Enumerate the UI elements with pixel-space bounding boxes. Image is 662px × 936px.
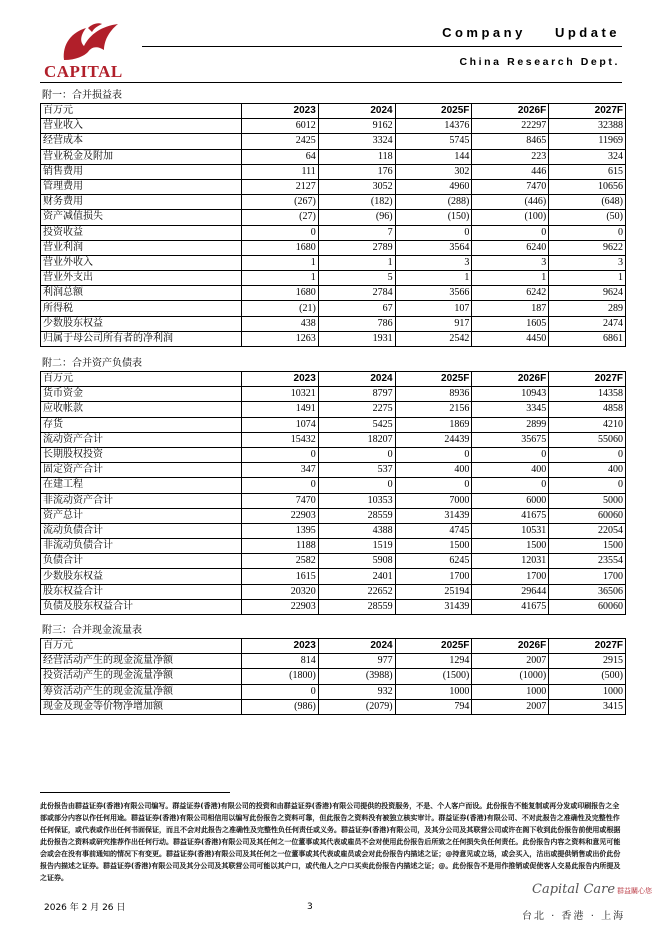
value-cell: 1	[242, 271, 319, 286]
value-cell: 1700	[395, 569, 472, 584]
logo-text: CAPITAL	[44, 62, 123, 81]
row-label: 投资活动产生的现金流量净额	[41, 669, 242, 684]
row-label: 营业利润	[41, 240, 242, 255]
row-label: 货币资金	[41, 387, 242, 402]
row-label: 非流动负债合计	[41, 539, 242, 554]
value-cell: 14358	[549, 387, 626, 402]
row-label: 营业税金及附加	[41, 149, 242, 164]
value-cell: 107	[395, 301, 472, 316]
value-cell: 2915	[549, 654, 626, 669]
value-cell: 41675	[472, 508, 549, 523]
value-cell: 0	[549, 225, 626, 240]
value-cell: 4388	[318, 523, 395, 538]
value-cell: 9624	[549, 286, 626, 301]
value-cell: 1500	[472, 539, 549, 554]
value-cell: 11969	[549, 134, 626, 149]
value-cell: 12031	[472, 554, 549, 569]
value-cell: 67	[318, 301, 395, 316]
report-date: 2026 年 2 月 26 日	[44, 903, 126, 913]
year-header: 2025F	[395, 372, 472, 387]
value-cell: (267)	[242, 195, 319, 210]
row-label: 经营活动产生的现金流量净额	[41, 654, 242, 669]
value-cell: (500)	[549, 669, 626, 684]
value-cell: 2425	[242, 134, 319, 149]
value-cell: 1491	[242, 402, 319, 417]
table-header-row	[41, 372, 626, 387]
value-cell: (27)	[242, 210, 319, 225]
table-row	[41, 164, 626, 179]
year-header: 2026F	[472, 372, 549, 387]
value-cell: 1680	[242, 240, 319, 255]
value-cell: 2127	[242, 179, 319, 194]
value-cell: 0	[472, 478, 549, 493]
value-cell: 6012	[242, 119, 319, 134]
value-cell: 1869	[395, 417, 472, 432]
value-cell: 7470	[242, 493, 319, 508]
value-cell: 5000	[549, 493, 626, 508]
table-row	[41, 699, 626, 714]
value-cell: 144	[395, 149, 472, 164]
table-header-row	[41, 104, 626, 119]
row-label: 利润总额	[41, 286, 242, 301]
value-cell: (100)	[472, 210, 549, 225]
table-row	[41, 271, 626, 286]
value-cell: 10531	[472, 523, 549, 538]
row-label: 流动负债合计	[41, 523, 242, 538]
value-cell: 0	[395, 447, 472, 462]
cash-flow-title: 附三：合并现金流量表	[42, 625, 142, 636]
value-cell: 1395	[242, 523, 319, 538]
year-header: 2026F	[472, 104, 549, 119]
year-header: 2024	[318, 639, 395, 654]
value-cell: 3	[472, 255, 549, 270]
row-label: 少数股东权益	[41, 316, 242, 331]
value-cell: (3988)	[318, 669, 395, 684]
table-row	[41, 387, 626, 402]
value-cell: 1519	[318, 539, 395, 554]
value-cell: 2899	[472, 417, 549, 432]
value-cell: 6000	[472, 493, 549, 508]
header-bottom-rule	[40, 82, 622, 83]
value-cell: 0	[318, 478, 395, 493]
value-cell: 0	[242, 447, 319, 462]
row-label: 营业外支出	[41, 271, 242, 286]
value-cell: 111	[242, 164, 319, 179]
value-cell: 2007	[472, 699, 549, 714]
value-cell: 786	[318, 316, 395, 331]
value-cell: 1605	[472, 316, 549, 331]
department-label: China Research Dept.	[459, 56, 620, 68]
table-row	[41, 286, 626, 301]
value-cell: 0	[242, 684, 319, 699]
value-cell: 22297	[472, 119, 549, 134]
value-cell: 1615	[242, 569, 319, 584]
value-cell: 400	[549, 463, 626, 478]
value-cell: 1680	[242, 286, 319, 301]
table-row	[41, 584, 626, 599]
year-header: 2027F	[549, 104, 626, 119]
row-label: 负债及股东权益合计	[41, 599, 242, 614]
value-cell: 6242	[472, 286, 549, 301]
value-cell: 0	[472, 447, 549, 462]
value-cell: 3	[395, 255, 472, 270]
value-cell: 2007	[472, 654, 549, 669]
table-row	[41, 493, 626, 508]
row-label: 资产总计	[41, 508, 242, 523]
value-cell: 118	[318, 149, 395, 164]
value-cell: 1500	[549, 539, 626, 554]
value-cell: 3415	[549, 699, 626, 714]
table-header-row	[41, 639, 626, 654]
value-cell: (1000)	[472, 669, 549, 684]
row-label: 非流动资产合计	[41, 493, 242, 508]
value-cell: 10656	[549, 179, 626, 194]
value-cell: 347	[242, 463, 319, 478]
value-cell: 41675	[472, 599, 549, 614]
value-cell: 0	[472, 225, 549, 240]
cash-flow-section	[40, 624, 626, 715]
value-cell: 1263	[242, 331, 319, 346]
row-label: 现金及现金等价物净增加额	[41, 699, 242, 714]
value-cell: 23554	[549, 554, 626, 569]
value-cell: 7000	[395, 493, 472, 508]
value-cell: 1	[549, 271, 626, 286]
table-row	[41, 684, 626, 699]
eagle-icon	[42, 20, 142, 64]
value-cell: (182)	[318, 195, 395, 210]
table-row	[41, 523, 626, 538]
value-cell: 5908	[318, 554, 395, 569]
value-cell: 4960	[395, 179, 472, 194]
value-cell: 4210	[549, 417, 626, 432]
value-cell: 32388	[549, 119, 626, 134]
value-cell: 2582	[242, 554, 319, 569]
office-cities: 台北 · 香港 · 上海	[522, 911, 626, 922]
value-cell: 0	[549, 478, 626, 493]
value-cell: 22903	[242, 599, 319, 614]
value-cell: 400	[472, 463, 549, 478]
value-cell: 28559	[318, 599, 395, 614]
income-statement-table	[40, 103, 626, 347]
value-cell: 7	[318, 225, 395, 240]
year-header: 2023	[242, 104, 319, 119]
row-label: 应收帐款	[41, 402, 242, 417]
value-cell: 446	[472, 164, 549, 179]
value-cell: 7470	[472, 179, 549, 194]
value-cell: 932	[318, 684, 395, 699]
year-header: 2024	[318, 372, 395, 387]
value-cell: 0	[395, 225, 472, 240]
report-type-word1: Company	[442, 25, 526, 40]
value-cell: 9622	[549, 240, 626, 255]
value-cell: 3052	[318, 179, 395, 194]
value-cell: 24439	[395, 432, 472, 447]
value-cell: 22652	[318, 584, 395, 599]
value-cell: (986)	[242, 699, 319, 714]
value-cell: 537	[318, 463, 395, 478]
row-label: 经营成本	[41, 134, 242, 149]
value-cell: 4745	[395, 523, 472, 538]
value-cell: 400	[395, 463, 472, 478]
table-row	[41, 669, 626, 684]
value-cell: 4858	[549, 402, 626, 417]
year-header: 2023	[242, 639, 319, 654]
balance-sheet-table	[40, 371, 626, 615]
table-row	[41, 210, 626, 225]
value-cell: 6245	[395, 554, 472, 569]
table-row	[41, 225, 626, 240]
row-label: 财务费用	[41, 195, 242, 210]
value-cell: 289	[549, 301, 626, 316]
value-cell: 14376	[395, 119, 472, 134]
value-cell: (1800)	[242, 669, 319, 684]
value-cell: 6240	[472, 240, 549, 255]
value-cell: 5745	[395, 134, 472, 149]
year-header: 2025F	[395, 639, 472, 654]
value-cell: 55060	[549, 432, 626, 447]
table-row	[41, 402, 626, 417]
value-cell: 1188	[242, 539, 319, 554]
row-label: 流动资产合计	[41, 432, 242, 447]
value-cell: 6861	[549, 331, 626, 346]
header-divider	[142, 46, 622, 47]
table-row	[41, 331, 626, 346]
year-header: 2023	[242, 372, 319, 387]
value-cell: 8936	[395, 387, 472, 402]
value-cell: 1700	[549, 569, 626, 584]
table-row	[41, 569, 626, 584]
value-cell: (96)	[318, 210, 395, 225]
table-row	[41, 478, 626, 493]
value-cell: 28559	[318, 508, 395, 523]
footnote-rule	[40, 792, 230, 793]
table-row	[41, 654, 626, 669]
value-cell: 10943	[472, 387, 549, 402]
unit-label: 百万元	[41, 372, 242, 387]
value-cell: 4450	[472, 331, 549, 346]
value-cell: 1931	[318, 331, 395, 346]
value-cell: 187	[472, 301, 549, 316]
table-row	[41, 599, 626, 614]
value-cell: 25194	[395, 584, 472, 599]
value-cell: 3564	[395, 240, 472, 255]
value-cell: (2079)	[318, 699, 395, 714]
value-cell: (1500)	[395, 669, 472, 684]
capital-care-brand-cn: 群益關心您	[617, 887, 653, 895]
value-cell: (288)	[395, 195, 472, 210]
value-cell: 0	[395, 478, 472, 493]
year-header: 2025F	[395, 104, 472, 119]
value-cell: 0	[242, 225, 319, 240]
value-cell: 2789	[318, 240, 395, 255]
value-cell: (446)	[472, 195, 549, 210]
row-label: 在建工程	[41, 478, 242, 493]
value-cell: 2474	[549, 316, 626, 331]
row-label: 筹资活动产生的现金流量净额	[41, 684, 242, 699]
table-row	[41, 417, 626, 432]
value-cell: 2542	[395, 331, 472, 346]
table-row	[41, 447, 626, 462]
value-cell: 31439	[395, 508, 472, 523]
row-label: 投资收益	[41, 225, 242, 240]
value-cell: 977	[318, 654, 395, 669]
value-cell: 2156	[395, 402, 472, 417]
year-header: 2026F	[472, 639, 549, 654]
table-row	[41, 554, 626, 569]
value-cell: 1	[472, 271, 549, 286]
capital-care-logo	[532, 882, 652, 897]
balance-sheet-section	[40, 357, 626, 615]
row-label: 管理费用	[41, 179, 242, 194]
value-cell: 8797	[318, 387, 395, 402]
table-row	[41, 316, 626, 331]
row-label: 所得税	[41, 301, 242, 316]
value-cell: 64	[242, 149, 319, 164]
value-cell: 794	[395, 699, 472, 714]
value-cell: (21)	[242, 301, 319, 316]
value-cell: 3345	[472, 402, 549, 417]
balance-sheet-title: 附二：合并资产负债表	[42, 358, 142, 369]
value-cell: 1074	[242, 417, 319, 432]
value-cell: 3566	[395, 286, 472, 301]
value-cell: (150)	[395, 210, 472, 225]
value-cell: 1000	[395, 684, 472, 699]
value-cell: (50)	[549, 210, 626, 225]
table-row	[41, 240, 626, 255]
row-label: 营业外收入	[41, 255, 242, 270]
value-cell: 1	[318, 255, 395, 270]
table-row	[41, 119, 626, 134]
row-label: 长期股权投资	[41, 447, 242, 462]
value-cell: 0	[318, 447, 395, 462]
year-header: 2027F	[549, 372, 626, 387]
value-cell: 18207	[318, 432, 395, 447]
table-row	[41, 432, 626, 447]
table-row	[41, 301, 626, 316]
value-cell: 324	[549, 149, 626, 164]
value-cell: 1500	[395, 539, 472, 554]
value-cell: 5425	[318, 417, 395, 432]
value-cell: 176	[318, 164, 395, 179]
income-statement-title: 附一：合并损益表	[42, 90, 122, 101]
value-cell: 0	[549, 447, 626, 462]
value-cell: 60060	[549, 599, 626, 614]
table-row	[41, 149, 626, 164]
year-header: 2024	[318, 104, 395, 119]
year-header: 2027F	[549, 639, 626, 654]
value-cell: 36506	[549, 584, 626, 599]
value-cell: 1294	[395, 654, 472, 669]
report-type-word2: Update	[554, 25, 620, 40]
table-row	[41, 255, 626, 270]
value-cell: 2275	[318, 402, 395, 417]
unit-label: 百万元	[41, 104, 242, 119]
row-label: 少数股东权益	[41, 569, 242, 584]
value-cell: 438	[242, 316, 319, 331]
value-cell: 31439	[395, 599, 472, 614]
value-cell: 5	[318, 271, 395, 286]
value-cell: 22903	[242, 508, 319, 523]
table-row	[41, 195, 626, 210]
row-label: 存货	[41, 417, 242, 432]
report-type	[420, 25, 620, 40]
table-row	[41, 463, 626, 478]
row-label: 股东权益合计	[41, 584, 242, 599]
value-cell: 223	[472, 149, 549, 164]
value-cell: 60060	[549, 508, 626, 523]
value-cell: 3324	[318, 134, 395, 149]
value-cell: 302	[395, 164, 472, 179]
value-cell: 1	[395, 271, 472, 286]
value-cell: 35675	[472, 432, 549, 447]
value-cell: 1000	[472, 684, 549, 699]
table-row	[41, 134, 626, 149]
row-label: 固定资产合计	[41, 463, 242, 478]
row-label: 销售费用	[41, 164, 242, 179]
value-cell: 9162	[318, 119, 395, 134]
value-cell: 20320	[242, 584, 319, 599]
table-row	[41, 539, 626, 554]
value-cell: 22054	[549, 523, 626, 538]
cash-flow-table	[40, 638, 626, 715]
value-cell: 814	[242, 654, 319, 669]
value-cell: 615	[549, 164, 626, 179]
value-cell: 2401	[318, 569, 395, 584]
value-cell: 1700	[472, 569, 549, 584]
value-cell: 2784	[318, 286, 395, 301]
row-label: 负债合计	[41, 554, 242, 569]
page-number: 3	[307, 902, 313, 912]
table-row	[41, 508, 626, 523]
row-label: 资产减值损失	[41, 210, 242, 225]
capital-care-brand: Capital Care	[532, 882, 616, 897]
row-label: 营业收入	[41, 119, 242, 134]
value-cell: 10353	[318, 493, 395, 508]
value-cell: 15432	[242, 432, 319, 447]
disclaimer-text: 此份报告由群益证券(香港)有限公司编写。群益证券(香港)有限公司的投资和由群益证券(香港)有限公司提供的投资服务，不是、个人客户而设。此份报告不能复制或再分发或印刷报告之全部或部分内容以作任何用途。群益证券(香港)有限公司相信用以编写此份报告之资料可靠，但此报告之资料没有被独立核实审计。群益证券(香港)有限公司、不对此报告之准确性及完整性作任何保证，或代表或作出任何书面保证，而且不会对此报告之准确性及完整性负任何责任或义务。群益证券(香港)有限公司，及其分公司及其联营公司或许在阁下收到此份报告前使用或根据此份报告之资料或研究推荐作出任何行动。群益证券(香港)有限公司及其任何之一位董事或其代表或雇员不会对使用此份报告后所致之任何损失负任何责任。此份报告内容之资料和意见可能会或会在没有事前通知的情况下有变更。群益证券(香港)有限公司及其任何之一位董事或其代表或雇员或会对此份报告内描述之证；@持意见或立场，或会买入，沽出或提供销售或出价此份报告内描述之证券。群益证券(香港)有限公司及其分公司及其联营公司可能以其户口，或代他人之户口买卖此份报告内描述之证；@。此份报告不是用作推销或促使客人交易此报告内所提及之证券。	[40, 802, 621, 882]
value-cell: 10321	[242, 387, 319, 402]
unit-label: 百万元	[41, 639, 242, 654]
value-cell: 0	[242, 478, 319, 493]
value-cell: 1000	[549, 684, 626, 699]
value-cell: 917	[395, 316, 472, 331]
value-cell: 8465	[472, 134, 549, 149]
value-cell: (648)	[549, 195, 626, 210]
value-cell: 3	[549, 255, 626, 270]
value-cell: 29644	[472, 584, 549, 599]
value-cell: 1	[242, 255, 319, 270]
table-row	[41, 179, 626, 194]
row-label: 归属于母公司所有者的净利润	[41, 331, 242, 346]
income-statement-section	[40, 89, 626, 347]
